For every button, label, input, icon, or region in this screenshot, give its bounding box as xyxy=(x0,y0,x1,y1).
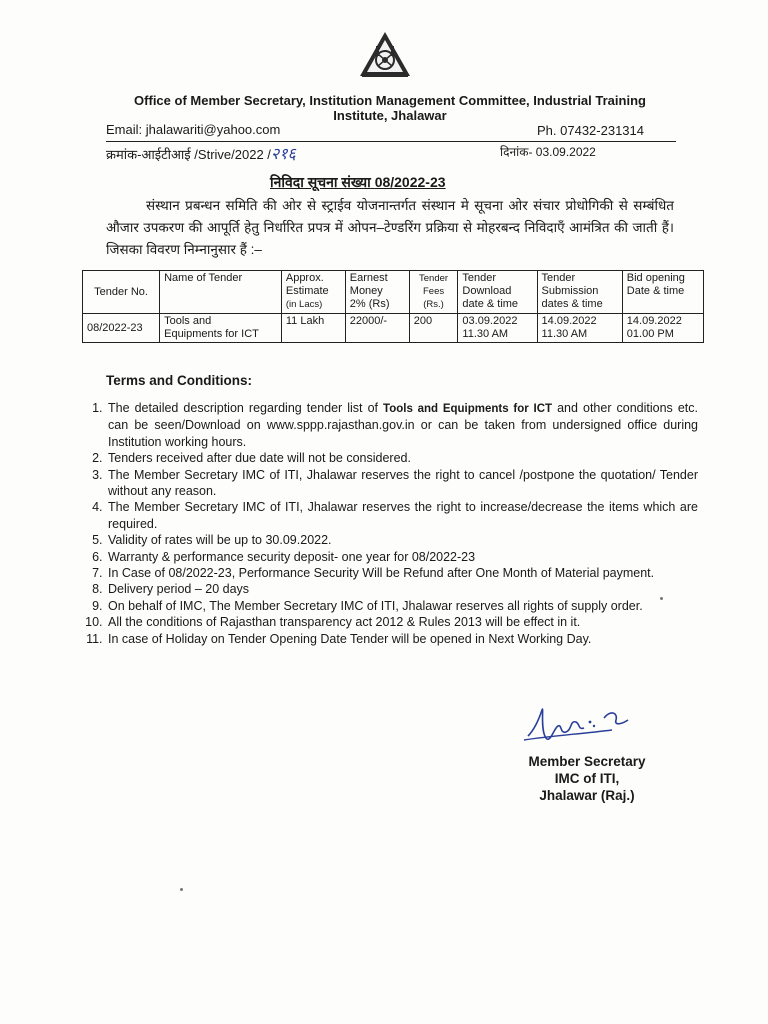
term-1-text-a: The detailed description regarding tender list of xyxy=(108,401,384,415)
list-item: 7. In Case of 08/2022-23, Performance Security Will be Refund after One Month of Material payment. xyxy=(106,565,698,581)
term-1-text-b: and other conditions etc. can be seen/Download on www.sppp.rajasthan.gov.in or can be taken from undersigned office during Institution working hours. xyxy=(108,401,699,449)
cell-name-line1: Tools and xyxy=(164,315,212,327)
cell-download-time: 11.30 AM xyxy=(462,328,509,340)
header-fees-line2: Fees xyxy=(422,286,445,297)
terms-list xyxy=(80,400,698,647)
header-estimate-line2: Estimate xyxy=(285,285,329,297)
notice-paragraph: संस्थान प्रबन्धन समिति की ओर से स्ट्राईव योजनान्तर्गत संस्थान मे सूचना ओर संचार प्रोधोगिकी से सम्बंधित औजार उपकरण की आपूर्ति हेतु निर्धारित प्रपत्र में ओपन–टेण्डरिंग प्रक्रिया से मोहरबन्द निविदाएँ आमंत्रित की जाती हैं। जिसका विवरण निम्नानुसार हैं :– xyxy=(106,198,674,257)
header-tender-fees xyxy=(409,271,458,314)
header-name xyxy=(160,271,282,314)
header-tender-no-text: Tender No. xyxy=(94,285,148,298)
header-opening-line1: Bid opening xyxy=(626,272,685,284)
header-estimate-line3: (in Lacs) xyxy=(285,299,323,310)
notice-title-hindi: निविदा सूचना संख्या xyxy=(270,174,371,190)
header-download xyxy=(458,271,537,314)
cell-tender-fees: 200 xyxy=(409,314,458,343)
cell-opening-time: 01.00 PM xyxy=(626,328,674,340)
cell-download xyxy=(458,314,537,343)
header-submission xyxy=(537,271,622,314)
cell-download-date: 03.09.2022 xyxy=(462,315,518,327)
header-submission-line2: Submission xyxy=(541,285,599,297)
header-earnest-money xyxy=(345,271,409,314)
list-item: 9. On behalf of IMC, The Member Secretary IMC of ITI, Jhalawar reserves all rights of supply order. xyxy=(106,598,698,614)
header-estimate xyxy=(281,271,345,314)
header-submission-line1: Tender xyxy=(541,272,576,284)
list-item xyxy=(106,400,698,450)
cell-name-line2: Equipments for ICT xyxy=(164,328,259,340)
office-phone: Ph. 07432-231314 xyxy=(537,123,644,138)
term-1-bold: Tools and Equipments for ICT xyxy=(383,403,553,415)
cell-submission xyxy=(537,314,622,343)
list-item: 3. The Member Secretary IMC of ITI, Jhalawar reserves the right to cancel /postpone the quotation/ Tender without any reason. xyxy=(106,467,698,500)
header-download-line3: date & time xyxy=(462,298,519,310)
header-estimate-line1: Approx. xyxy=(285,272,324,284)
signatory-organisation: IMC of ITI, xyxy=(554,771,620,786)
reference-number xyxy=(106,142,296,164)
header-name-text: Name of Tender xyxy=(164,272,243,284)
tender-table xyxy=(82,270,704,343)
cell-opening-date: 14.09.2022 xyxy=(626,315,682,327)
header-emd-line3: 2% (Rs) xyxy=(349,298,390,310)
header-download-line2: Download xyxy=(462,285,512,297)
table-header-row xyxy=(83,271,704,314)
header-fees-line3: (Rs.) xyxy=(423,299,444,310)
table-row xyxy=(83,314,704,343)
notice-number: 08/2022-23 xyxy=(374,174,446,190)
scan-speck xyxy=(180,888,183,891)
list-item: 5. Validity of rates will be up to 30.09.2022. xyxy=(106,532,698,548)
iti-emblem-logo xyxy=(358,30,412,80)
header-tender-no xyxy=(83,271,160,314)
header-download-line1: Tender xyxy=(462,272,497,284)
list-item: 11. In case of Holiday on Tender Opening Date Tender will be opened in Next Working Day. xyxy=(106,631,698,647)
cell-earnest-money: 22000/- xyxy=(345,314,409,343)
header-submission-line3: dates & time xyxy=(541,298,603,310)
terms-heading: Terms and Conditions: xyxy=(106,373,253,388)
header-fees-line1: Tender xyxy=(419,273,449,284)
header-emd-line1: Earnest xyxy=(349,272,388,284)
cell-submission-time: 11.30 AM xyxy=(541,328,588,340)
reference-prefix: क्रमांक-आईटीआई /Strive/2022 / xyxy=(106,147,271,162)
signature-image xyxy=(520,700,640,750)
cell-submission-date: 14.09.2022 xyxy=(541,315,597,327)
list-item: 4. The Member Secretary IMC of ITI, Jhalawar reserves the right to increase/decrease the items which are required. xyxy=(106,499,698,532)
cell-estimate: 11 Lakh xyxy=(281,314,345,343)
signatory-location: Jhalawar (Raj.) xyxy=(539,788,635,803)
scan-speck xyxy=(660,597,663,600)
list-item: 2. Tenders received after due date will not be considered. xyxy=(106,450,698,466)
office-title: Office of Member Secretary, Institution Management Committee, Industrial Training Institute, Jhalawar xyxy=(134,93,646,123)
header-emd-line2: Money xyxy=(349,285,383,297)
cell-name xyxy=(160,314,282,343)
notice-title xyxy=(270,173,446,192)
list-item: 8. Delivery period – 20 days xyxy=(106,581,698,597)
list-item: 6. Warranty & performance security deposit- one year for 08/2022-23 xyxy=(106,549,698,565)
reference-handwritten-number: २१६ xyxy=(270,144,296,163)
signatory-title: Member Secretary xyxy=(528,754,646,769)
header-opening-line2: Date & time xyxy=(626,285,685,297)
notice-date: दिनांक- 03.09.2022 xyxy=(500,145,596,159)
header-bid-opening xyxy=(622,271,703,314)
list-item: 10. All the conditions of Rajasthan transparency act 2012 & Rules 2013 will be effect in it. xyxy=(106,614,698,630)
cell-tender-no: 08/2022-23 xyxy=(83,314,160,343)
signatory-block xyxy=(512,753,662,804)
office-email: Email: jhalawariti@yahoo.com xyxy=(106,122,281,137)
cell-bid-opening xyxy=(622,314,703,343)
